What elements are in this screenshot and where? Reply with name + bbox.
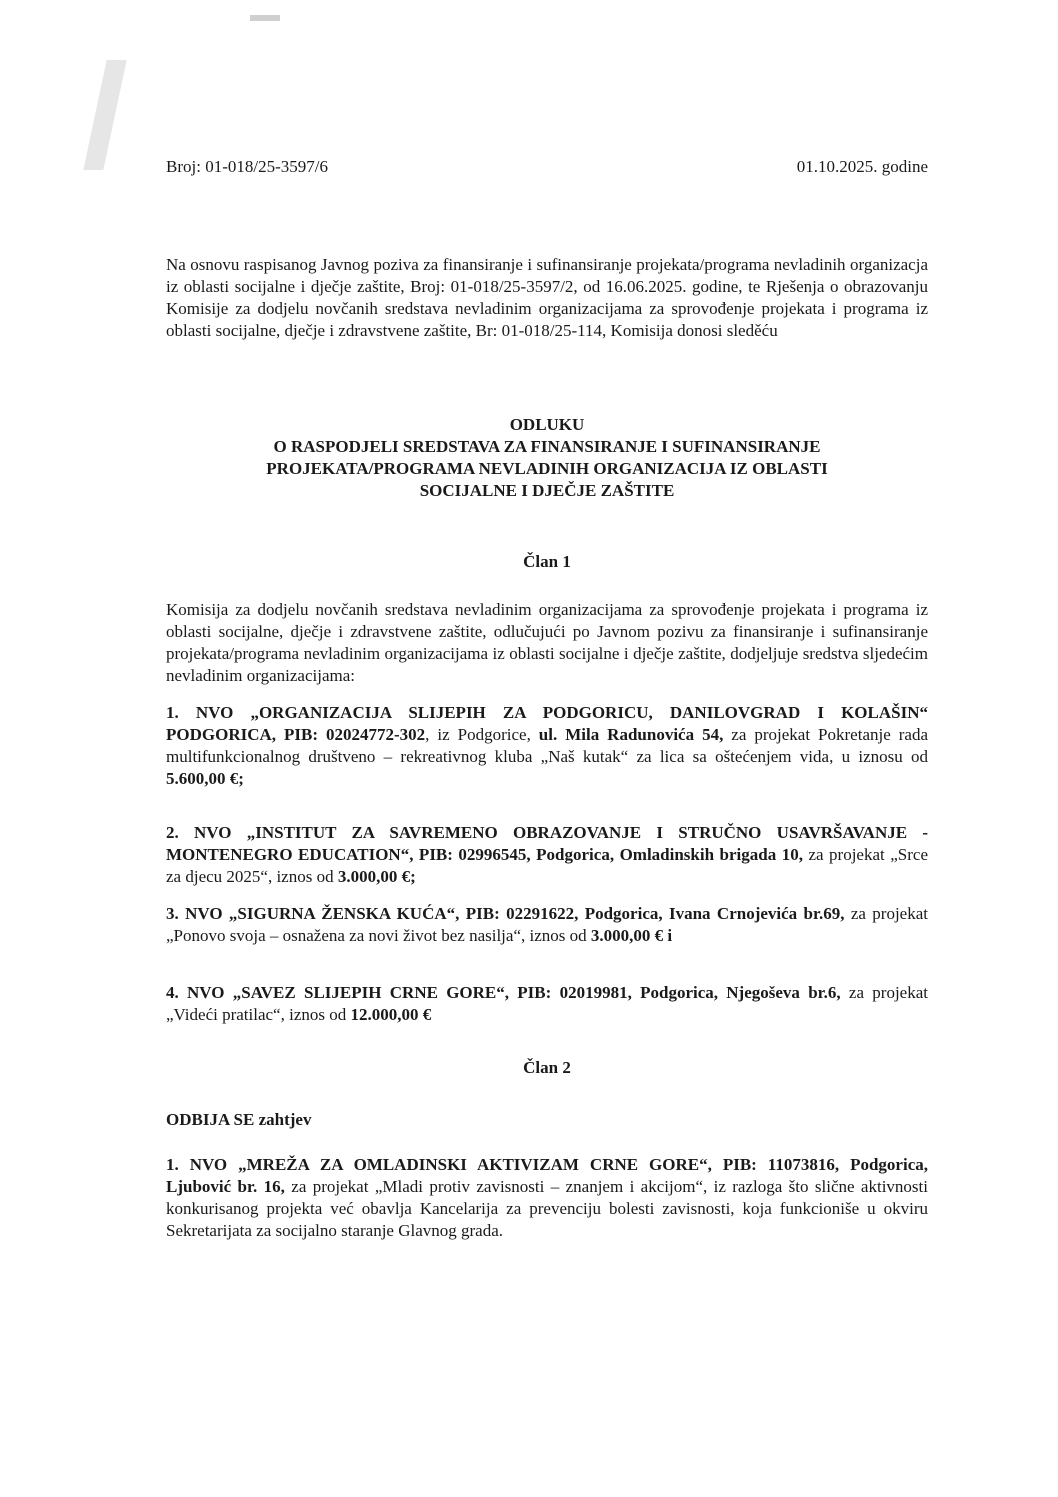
text-segment: za projekat „Videći pratilac“, iznos od (166, 983, 928, 1024)
text-segment: za projekat „Srce za djecu 2025“, iznos od (166, 845, 928, 886)
grant-item (166, 822, 928, 888)
title-line: ODLUKU (509, 415, 585, 434)
bold-text-segment: 2. NVO „INSTITUT ZA SAVREMENO OBRAZOVANJE I STRUČNO USAVRŠAVANJE - MONTENEGRO EDUCATION“, PIB: 02996545, Podgorica, Omladinskih brigada 10, (166, 823, 928, 864)
text-segment: za projekat Pokretanje rada multifunkcionalnog društveno – rekreativnog kluba „Naš kutak“ za lica sa oštećenjem vida, u iznosu od (166, 725, 928, 766)
bold-text-segment: 12.000,00 € (350, 1005, 432, 1024)
article-1-heading: Član 1 (523, 552, 571, 571)
document-header (166, 156, 928, 178)
bold-text-segment: ul. Mila Radunovića 54, (538, 725, 724, 744)
title-line: PROJEKATA/PROGRAMA NEVLADINIH ORGANIZACIJA IZ OBLASTI (266, 459, 828, 478)
bold-text-segment: 1. NVO „MREŽA ZA OMLADINSKI AKTIVIZAM CRNE GORE“, PIB: 11073816, Podgorica, Ljubović br. 16, (166, 1155, 928, 1196)
bold-text-segment: 3. NVO „SIGURNA ŽENSKA KUĆA“, PIB: 02291622, Podgorica, Ivana Crnojevića br.69, (166, 904, 845, 923)
grant-item (166, 702, 928, 790)
bold-text-segment: 4. NVO „SAVEZ SLIJEPIH CRNE GORE“, PIB: 02019981, Podgorica, Njegoševa br.6, (166, 983, 841, 1002)
article-2-heading: Član 2 (523, 1058, 571, 1077)
scan-artifact (250, 15, 280, 21)
text-segment: , iz Podgorice, (425, 725, 539, 744)
bold-text-segment: 1. NVO „ORGANIZACIJA SLIJEPIH ZA PODGORICU, DANILOVGRAD I KOLAŠIN“ PODGORICA, PIB: 02024772-302 (166, 703, 928, 744)
rejected-item (166, 1154, 928, 1242)
bold-text-segment: 5.600,00 €; (166, 769, 244, 788)
reject-label: ODBIJA SE zahtjev (166, 1110, 312, 1129)
bold-text-segment: 3.000,00 € i (590, 926, 673, 945)
text-segment: za projekat „Mladi protiv zavisnosti – znanjem i akcijom“, iz razloga što slične aktivnosti konkurisanog projekta već obavlja Kancelarija za prevenciju bolesti zavisnosti, koja funkcioniše u okviru Sekretarijata za socijalno staranje Glavnog grada. (166, 1177, 928, 1240)
grant-item (166, 982, 928, 1026)
document-number: Broj: 01-018/25-3597/6 (166, 157, 328, 176)
grant-item (166, 903, 928, 947)
title-line: O RASPODJELI SREDSTAVA ZA FINANSIRANJE I SUFINANSIRANJE (273, 437, 821, 456)
article-1-text: Komisija za dodjelu novčanih sredstava nevladinim organizacijama za sprovođenje projekata i programa iz oblasti socijalne, dječje i zdravstvene zaštite, odlučujući po Javnom pozivu za finansiranje i sufinansiranje projekata/programa nevladinim organizacijama iz oblasti socijalne i dječje zaštite, dodjeljuje sredstva sljedećim nevladinim organizacijama: (166, 600, 928, 685)
intro-paragraph: Na osnovu raspisanog Javnog poziva za finansiranje i sufinansiranje projekata/programa nevladinih organizacja iz oblasti socijalne i dječje zaštite, Broj: 01-018/25-3597/2, od 16.06.2025. godine, te Rješenja o obrazovanju Komisije za dodjelu novčanih sredstava nevladinim organizacijama za sprovođenje projekata i programa iz oblasti socijalne, dječje i zdravstvene zaštite, Br: 01-018/25-114, Komisija donosi sleděću (166, 255, 928, 340)
text-segment: za projekat „Ponovo svoja – osnažena za novi život bez nasilja“, iznos od (166, 904, 928, 945)
scan-artifact (83, 60, 126, 170)
bold-text-segment: 3.000,00 €; (337, 867, 416, 886)
document-date: 01.10.2025. godine (796, 157, 928, 176)
title-line: SOCIJALNE I DJEČJE ZAŠTITE (419, 481, 675, 500)
decision-title (166, 414, 928, 502)
